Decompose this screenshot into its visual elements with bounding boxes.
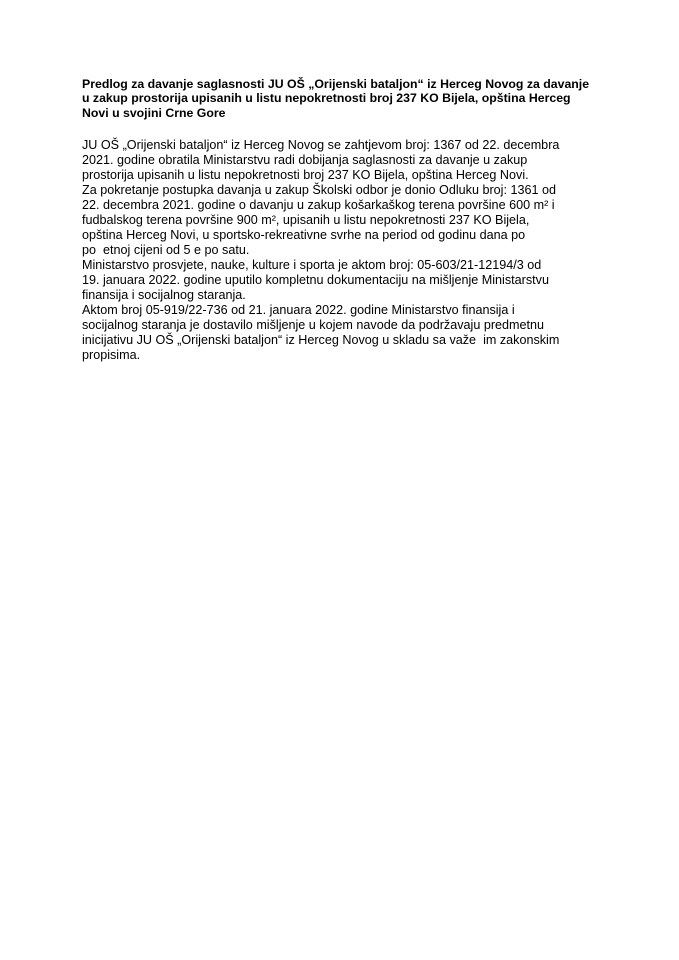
body-line: socijalnog staranja je dostavilo mišljenje u kojem navode da podržavaju predmetnu: [82, 318, 545, 332]
body-line: prostorija upisanih u listu nepokretnosti broj 237 KO Bijela, opština Herceg Novi.: [82, 168, 529, 182]
body-line: inicijativu JU OŠ „Orijenski bataljon“ iz Herceg Novog u skladu sa važe im zakonskim: [82, 333, 560, 347]
title-line: Novi u svojini Crne Gore: [82, 105, 226, 120]
body-line: Za pokretanje postupka davanja u zakup Školski odbor je donio Odluku broj: 1361 od: [82, 183, 556, 197]
body-line: 19. januara 2022. godine uputilo kompletnu dokumentaciju na mišljenje Ministarstvu: [82, 273, 549, 287]
body-line: Ministarstvo prosvjete, nauke, kulture i sporta je aktom broj: 05-603/21-12194/3 od: [82, 258, 542, 272]
body-line: 22. decembra 2021. godine o davanju u zakup košarkaškog terena površine 600 m² i: [82, 198, 555, 212]
body-line: fudbalskog terena površine 900 m², upisanih u listu nepokretnosti 237 KO Bijela,: [82, 213, 530, 227]
document-body: [82, 138, 622, 363]
body-line: 2021. godine obratila Ministarstvu radi dobijanja saglasnosti za davanje u zakup: [82, 153, 528, 167]
body-line: Aktom broj 05-919/22-736 od 21. januara 2022. godine Ministarstvo finansija i: [82, 303, 515, 317]
title-line: u zakup prostorija upisanih u listu nepokretnosti broj 237 KO Bijela, opština Herceg: [82, 91, 571, 106]
body-line: propisima.: [82, 348, 141, 362]
title-line: Predlog za davanje saglasnosti JU OŠ „Orijenski bataljon“ iz Herceg Novog za davanje: [82, 77, 590, 91]
body-line: finansija i socijalnog staranja.: [82, 288, 246, 302]
body-line: JU OŠ „Orijenski bataljon“ iz Herceg Novog se zahtjevom broj: 1367 od 22. decembra: [82, 138, 560, 152]
document-title: [82, 77, 612, 120]
body-line: opština Herceg Novi, u sportsko-rekreativne svrhe na period od godinu dana po: [82, 228, 526, 242]
body-line: po etnoj cijeni od 5 e po satu.: [82, 243, 250, 257]
